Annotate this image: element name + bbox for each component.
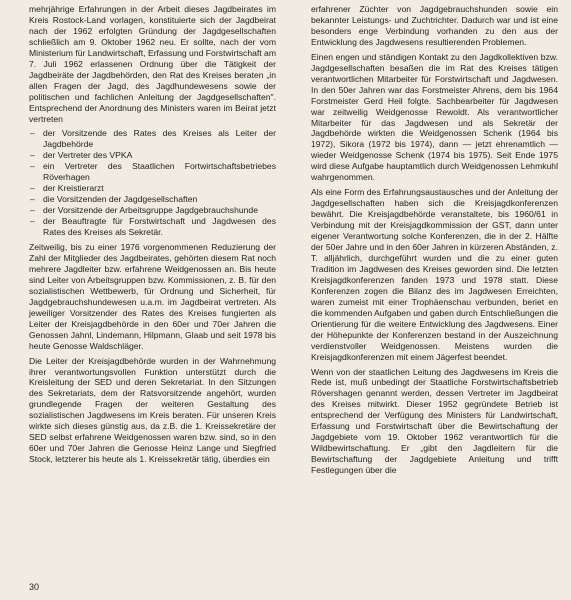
paragraph: Einen engen und ständigen Kontakt zu den Jagdkollektiven bzw. Jagdgesellschaften besaßen die im Rat des Kreises tätigen verantwortlichen Mitarbeiter für Forstwirtschaft und Jagdwesen. In den 50er Jahren war das Forstmeister Ahrens, dem bis 1964 Forstmeister Gerd Heil folgte. Sachbearbeiter für Jagdwesen war zeitweilig Weidgenosse Rewoldt. Als verantwortlicher Mitarbeiter für das Jagdwesen und als Sekretär der Jagdbehörde wirkten die Weidgenossen Schenk (1964 bis 1972), Sikora (1972 bis 1974), dann — jetzt ehrenamtlich — wieder Weidgenosse Schenk (1974 bis 1975). Seit Ende 1975 wird diese Aufgabe hauptamtlich durch Weidgenossen Lehmkuhl wahrgenommen. — [311, 51, 558, 183]
list-item: – der Vorsitzende der Arbeitsgruppe Jagdgebrauchshunde — [29, 205, 276, 216]
page-number: 30 — [29, 582, 40, 592]
right-column — [311, 4, 558, 480]
list-item: – der Beauftragte für Forstwirtschaft und Jagdwesen des Rates des Kreises als Sekretär. — [29, 216, 276, 238]
list-item: – der Vertreter des VPKA — [29, 150, 276, 161]
list-item: – der Kreistierarzt — [29, 183, 276, 194]
list-item: – die Vorsitzenden der Jagdgesellschaften — [29, 194, 276, 205]
paragraph: Zeitweilig, bis zu einer 1976 vorgenommenen Reduzierung der Zahl der Mitglieder des Jagdbeirates, gehörten diesem Rat noch mehrere Jagdleiter bzw. erfahrene Weidgenossen an. Bis heute sind Leiter von Arbeitsgruppen bzw. Kommissionen, z. B. für den sozialistischen Wettbewerb, für Ordnung und Sicherheit, für Jagdgebrauchshundewesen u.a.m. im Jagdbeirat vertreten. Als jeweiliger Vorsitzender des Rates des Kreises fungierten als Leiter der Kreisjagdbehörde in den 60er und 70er Jahren die Genossen Jahnl, Lindemann, Hilpmann, Glaab und seit 1978 bis heute Genosse Waldschläger. — [29, 242, 276, 351]
paragraph: erfahrener Züchter von Jagdgebrauchshunden sowie ein bekannter Leistungs- und Zuchtrichter. Dadurch war und ist eine besonders enge Verbindung vorhanden zu den aus der Entwicklung des Jagdwesens resultierenden Problemen. — [311, 4, 558, 47]
beirat-members-list — [29, 128, 276, 238]
paragraph: mehrjährige Erfahrungen in der Arbeit dieses Jagdbeirates im Kreis Rostock-Land vorlagen, konstituierte sich der Jagdbeirat nach der 1962 erfolgten Gründung der Jagdgesellschaften schließlich am 9. Oktober 1962 neu. Er sollte, nach der vom Ministerium für Landwirtschaft, Erfassung und Forstwirtschaft am 7. Juli 1962 erlassenen Ordnung über die Tätigkeit der Jagdbeiräte der Jagdbehörden, den Rat des Kreises beraten „in allen Fragen der Jagd, des Jagdhundewesens sowie der politischen und fachlichen Anleitung der Jagdgesellschaften". Entsprechend der Anordnung des Ministers waren im Beirat jetzt vertreten — [29, 4, 276, 124]
paragraph: Die Leiter der Kreisjagdbehörde wurden in der Wahrnehmung ihrer verantwortungsvollen Funktion unterstützt durch die Kreisleitung der SED und deren Sekretariat. In den Sitzungen des Sekretariats, dem der Ratsvorsitzende angehört, wurden grundlegende Fragen der weiteren Gestaltung des sozialistischen Jagdwesens im Kreis beraten. Für unseren Kreis wirkte sich dieses günstig aus, da z.B. die 1. Kreissekretäre der SED selbst erfahrene Weidgenossen waren bzw. sind, so in den 60er und 70er Jahren die Genosse Heinz Lange und Siegfried Stock, letzterer bis heute als 1. Kreissekretär tätig, überdies ein — [29, 355, 276, 465]
paragraph: Wenn von der staatlichen Leitung des Jagdwesens im Kreis die Rede ist, muß unbedingt der Staatliche Forstwirtschaftsbetrieb Rövershagen genannt werden, dessen Vertreter im Jagdbeirat des Kreises mitwirkt. Dieser 1952 gegründete Betrieb ist entsprechend der Verfügung des Ministers für Landwirtschaft, Erfassung und Forstwirtschaft über die Bewirtschaftung der Jagdgebiete vom 19. Oktober 1962 verantwortlich für die Wildbewirtschaftung. Er „gibt den Jagdleitern für die Bewirtschaftung der Jagdgebiete Anleitung und trifft Festlegungen über die — [311, 366, 558, 476]
list-item: – ein Vertreter des Staatlichen Fortwirtschaftsbetriebes Röverhagen — [29, 161, 276, 183]
paragraph: Als eine Form des Erfahrungsaustausches und der Anleitung der Jagdgesellschaften haben sich die Kreisjagdkonferenzen bewährt. Die Kreisjagdbehörde veranstaltete, bis 1960/61 in Verbindung mit der Kreisjagdkommission der GST, dann unter eigener Verantwortung solche Konferenzen, die in der 2. Hälfte der 50er Jahre und in den 60er Jahren in kürzeren Abständen, z. T. alljährlich, durchgeführt wurden und die zu einer guten Tradition im Jagdwesen des Kreises geworden sind. Die letzten Kreisjagdkonferenzen fanden 1973 und 1978 statt. Diese Konferenzen zogen die Bilanz des im Jagdwesen Erreichten, waren zumeist mit einer Trophäenschau verbunden, beriet en die kommenden Aufgaben und gaben durch Entschließungen die Orientierung für die weitere Entwicklung des Jagdwesens. Einer der Höhepunkte der Konferenzen bestand in der Auszeichnung verdienstvoller Weidgenossen. Meistens wurden die Kreisjagdkonferenzen mit einem Jägerfest beendet. — [311, 187, 559, 362]
list-item: – der Vorsitzende des Rates des Kreises als Leiter der Jagdbehörde — [29, 128, 276, 150]
left-column — [29, 4, 276, 469]
